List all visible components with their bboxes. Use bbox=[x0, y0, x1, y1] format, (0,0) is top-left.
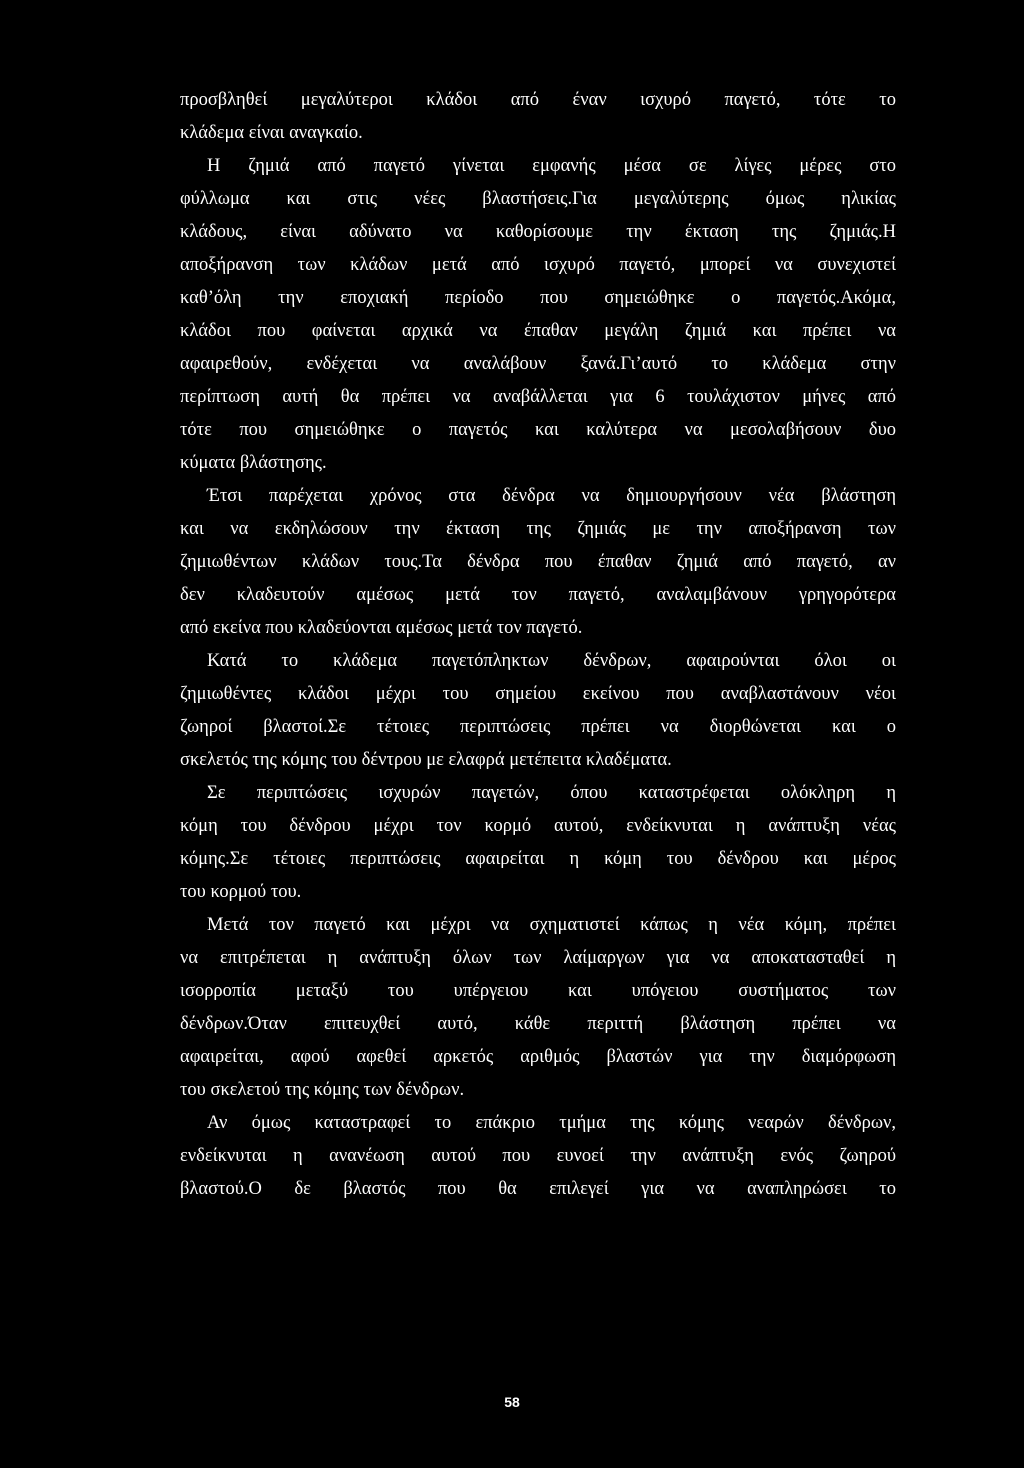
page-body bbox=[180, 84, 896, 1206]
text-line: δεν κλαδευτούν αμέσως μετά τον παγετό, αναλαμβάνουν γρηγορότερα bbox=[180, 585, 896, 605]
text-line: κόμης.Σε τέτοιες περιπτώσεις αφαιρείται η κόμη του δένδρου και μέρος bbox=[180, 849, 896, 869]
text-line: από εκείνα που κλαδεύονται αμέσως μετά τον παγετό. bbox=[180, 618, 583, 638]
paragraph-first-line: Σε περιπτώσεις ισχυρών παγετών, όπου καταστρέφεται ολόκληρη η bbox=[207, 783, 896, 803]
text-line: και να εκδηλώσουν την έκταση της ζημιάς με την αποξήρανση των bbox=[180, 519, 896, 539]
text-line: κύματα βλάστησης. bbox=[180, 453, 327, 473]
paragraph-first-line: Κατά το κλάδεμα παγετόπληκτων δένδρων, αφαιρούνται όλοι οι bbox=[207, 651, 896, 671]
text-line: ενδείκνυται η ανανέωση αυτού που ευνοεί την ανάπτυξη ενός ζωηρού bbox=[180, 1146, 896, 1166]
text-line: προσβληθεί μεγαλύτεροι κλάδοι από έναν ισχυρό παγετό, τότε το bbox=[180, 90, 896, 110]
text-line: κλάδους, είναι αδύνατο να καθορίσουμε την έκταση της ζημιάς.Η bbox=[180, 222, 896, 242]
paragraph-first-line: Μετά τον παγετό και μέχρι να σχηματιστεί κάπως η νέα κόμη, πρέπει bbox=[207, 915, 896, 935]
text-line: ζημιωθέντων κλάδων τους.Τα δένδρα που έπαθαν ζημιά από παγετό, αν bbox=[180, 552, 896, 572]
text-line: κόμη του δένδρου μέχρι τον κορμό αυτού, ενδείκνυται η ανάπτυξη νέας bbox=[180, 816, 896, 836]
text-line: βλαστού.Ο δε βλαστός που θα επιλεγεί για να αναπληρώσει το bbox=[180, 1179, 896, 1199]
text-line: περίπτωση αυτή θα πρέπει να αναβάλλεται για 6 τουλάχιστον μήνες από bbox=[180, 387, 896, 407]
text-line: αφαιρεθούν, ενδέχεται να αναλάβουν ξανά.Γι’αυτό το κλάδεμα στην bbox=[180, 354, 896, 374]
paragraph-first-line: Έτσι παρέχεται χρόνος στα δένδρα να δημιουργήσουν νέα βλάστηση bbox=[207, 486, 896, 506]
text-line: κλάδοι που φαίνεται αρχικά να έπαθαν μεγάλη ζημιά και πρέπει να bbox=[180, 321, 896, 341]
text-line: τότε που σημειώθηκε ο παγετός και καλύτερα να μεσολαβήσουν δυο bbox=[180, 420, 896, 440]
text-line: σκελετός της κόμης του δέντρου με ελαφρά μετέπειτα κλαδέματα. bbox=[180, 750, 672, 770]
paragraph-first-line: Αν όμως καταστραφεί το επάκριο τμήμα της κόμης νεαρών δένδρων, bbox=[207, 1113, 896, 1133]
text-line: του κορμού του. bbox=[180, 882, 302, 902]
page-number: 58 bbox=[504, 1394, 520, 1410]
text-line: αποξήρανση των κλάδων μετά από ισχυρό παγετό, μπορεί να συνεχιστεί bbox=[180, 255, 896, 275]
text-line: καθ’όλη την εποχιακή περίοδο που σημειώθηκε ο παγετός.Ακόμα, bbox=[180, 288, 896, 308]
text-line: ζημιωθέντες κλάδοι μέχρι του σημείου εκείνου που αναβλαστάνουν νέοι bbox=[180, 684, 896, 704]
text-line: του σκελετού της κόμης των δένδρων. bbox=[180, 1080, 465, 1100]
text-line: αφαιρείται, αφού αφεθεί αρκετός αριθμός βλαστών για την διαμόρφωση bbox=[180, 1047, 896, 1067]
text-line: να επιτρέπεται η ανάπτυξη όλων των λαίμαργων για να αποκατασταθεί η bbox=[180, 948, 896, 968]
text-line: κλάδεμα είναι αναγκαίο. bbox=[180, 123, 363, 143]
text-line: δένδρων.Όταν επιτευχθεί αυτό, κάθε περιττή βλάστηση πρέπει να bbox=[180, 1014, 896, 1034]
paragraph-first-line: Η ζημιά από παγετό γίνεται εμφανής μέσα σε λίγες μέρες στο bbox=[207, 156, 896, 176]
text-line: ισορροπία μεταξύ του υπέργειου και υπόγειου συστήματος των bbox=[180, 981, 896, 1001]
text-line: φύλλωμα και στις νέες βλαστήσεις.Για μεγαλύτερης όμως ηλικίας bbox=[180, 189, 896, 209]
text-line: ζωηροί βλαστοί.Σε τέτοιες περιπτώσεις πρέπει να διορθώνεται και ο bbox=[180, 717, 896, 737]
